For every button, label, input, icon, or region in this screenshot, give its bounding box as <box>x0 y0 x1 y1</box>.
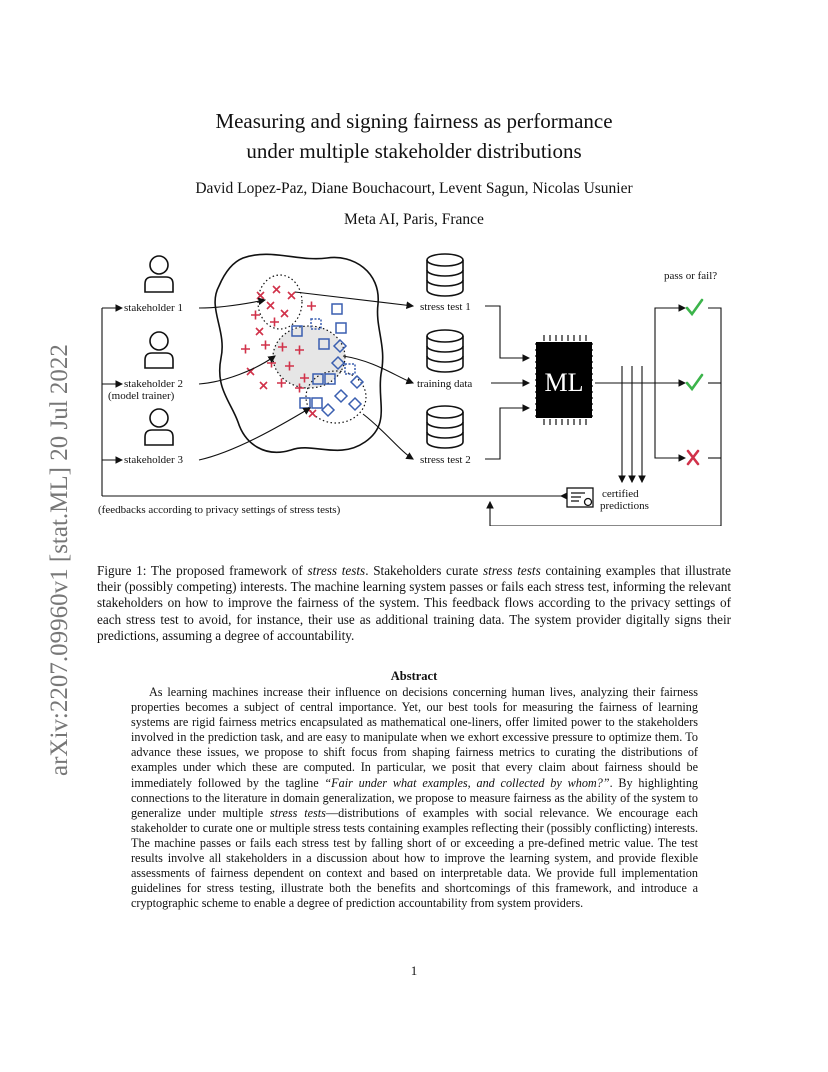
stakeholder-3-label: stakeholder 3 <box>124 454 183 466</box>
abstract-tagline: “Fair under what examples, and collected by whom?” <box>324 775 610 790</box>
abstract-part-3: —distributions of examples with social relevance. We encourage each stakeholder to curate one or multiple stress tests containing examples reflecting their (possibly conflicting) interests. The machine passes or fails each stress test by falling short of or exceeding a pre-defined metric value. The test results involve all stakeholders in a discussion about how to improve the learning system, and provide flexible assessments of fairness dependent on context and based on interpretable data. We provide full implementation guidelines for stress testing, illustrate both the benefits and shortcomings of this framework, and introduce a cryptographic scheme to enable a degree of prediction accountability from system providers. <box>131 805 698 911</box>
title-line-2: under multiple stakeholder distributions <box>246 139 582 163</box>
stress-test-1-label: stress test 1 <box>420 301 471 313</box>
title-line-1: Measuring and signing fairness as performance <box>215 109 613 133</box>
arxiv-identifier: arXiv:2207.09960v1 [stat.ML] 20 Jul 2022 <box>46 344 73 776</box>
database-icon-training-data <box>427 330 463 372</box>
page-number: 1 <box>410 963 418 978</box>
figure-caption <box>97 563 731 644</box>
affiliation: Meta AI, Paris, France <box>344 211 484 228</box>
stakeholder-1-label: stakeholder 1 <box>124 302 183 314</box>
framework-diagram <box>95 246 745 526</box>
person-icon-1 <box>145 256 173 292</box>
training-data-label: training data <box>417 378 473 390</box>
person-icon-3 <box>145 409 173 445</box>
caption-em-2: stress tests <box>482 563 541 578</box>
pass-check-icon-1 <box>687 300 702 314</box>
figure-1 <box>95 246 745 526</box>
database-icon-stress-test-1 <box>427 254 463 296</box>
caption-em-1: stress tests <box>307 563 366 578</box>
author-list: David Lopez-Paz, Diane Bouchacourt, Levent Sagun, Nicolas Usunier <box>195 180 633 197</box>
database-icon-stress-test-2 <box>427 406 463 448</box>
fail-cross-icon <box>688 451 698 464</box>
caption-rest: containing examples that illustrate their (possibly competing) interests. The machine learning system passes or fails each stress test, informing the relevant stakeholders on how to improve the fairness of the system. This feedback flows according to the privacy settings of each stress test to avoid, for instance, their use as additional training data. The system provider digitally signs their predictions, assuming a degree of accountability. <box>97 563 731 643</box>
arxiv-sidebar <box>20 290 73 776</box>
certificate-icon <box>567 488 593 507</box>
paper-title <box>0 106 828 166</box>
ml-label: ML <box>544 368 584 397</box>
stakeholder-2-sublabel: (model trainer) <box>108 390 175 402</box>
abstract-part-1: As learning machines increase their influence on decisions concerning human lives, analyzing their fairness properties becomes a subject of central importance. Yet, our best tools for measuring the fairness of learning systems are rigid fairness metrics encapsulated as mathematical one-liners, offer limited power to the stakeholders involved in the prediction task, and are easy to manipulate when we exhort excessive pressure to optimize them. To advance these issues, we propose to shift focus from shaping fairness metrics to curating the distributions of examples under which these are computed. In particular, we posit that every claim about fairness should be immediately followed by the tagline <box>131 685 698 790</box>
caption-prefix: Figure 1: The proposed framework of <box>97 563 308 578</box>
pass-or-fail-label: pass or fail? <box>664 270 718 282</box>
person-icon-2 <box>145 332 173 368</box>
ml-chip-icon <box>535 335 593 425</box>
abstract-stress-tests: stress tests <box>270 805 326 820</box>
predictions-label: predictions <box>600 500 649 512</box>
pass-check-icon-2 <box>687 375 702 389</box>
abstract-part-2: . By highlighting connections to the literature in domain generalization, we propose to measure fairness as the ability of the system to generalize under multiple <box>131 775 699 820</box>
caption-mid: . Stakeholders curate <box>365 563 483 578</box>
certified-label: certified <box>602 488 639 500</box>
feedback-label: (feedbacks according to privacy settings of stress tests) <box>98 504 341 516</box>
abstract-heading: Abstract <box>390 669 438 683</box>
stress-test-2-label: stress test 2 <box>420 454 471 466</box>
stakeholder-2-label: stakeholder 2 <box>124 378 183 390</box>
abstract-body <box>131 685 698 911</box>
